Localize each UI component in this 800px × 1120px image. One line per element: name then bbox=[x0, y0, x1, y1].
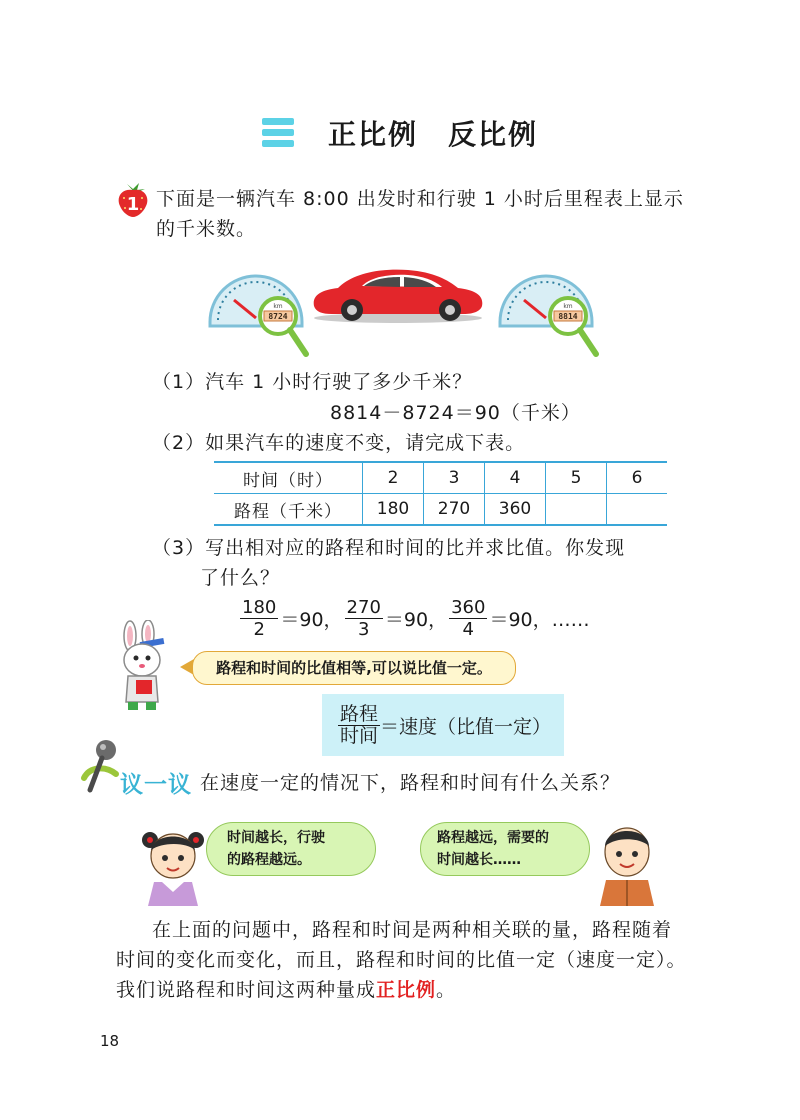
data-table bbox=[214, 461, 667, 526]
table-row-distance bbox=[214, 494, 667, 526]
microphone-icon bbox=[76, 738, 122, 798]
conclusion-line-3-end: 。 bbox=[436, 979, 457, 1001]
table-cell: 360 bbox=[485, 494, 546, 526]
question-1: （1）汽车 1 小时行驶了多少千米？ bbox=[152, 371, 473, 393]
conclusion-line-3-text: 我们说路程和时间这两种量成 bbox=[116, 979, 377, 1001]
question-1-calculation: 8814－8724＝90（千米） bbox=[330, 402, 581, 424]
formula-fraction: $\frac{\text{路程}}{\text{时间}}$ bbox=[340, 703, 379, 747]
odometer-before bbox=[204, 256, 314, 360]
odometer-after-reading: 8814 bbox=[558, 312, 578, 321]
formula-box bbox=[322, 694, 564, 756]
formula-rest: ＝速度（比值一定） bbox=[380, 716, 552, 738]
table-cell: 270 bbox=[424, 494, 485, 526]
discuss-question: 在速度一定的情况下，路程和时间有什么关系？ bbox=[200, 772, 621, 794]
odometer-after bbox=[494, 256, 604, 360]
table-cell: 3 bbox=[424, 462, 485, 494]
bunny-speech-bubble: 路程和时间的比值相等,可以说比值一定。 bbox=[192, 651, 516, 685]
odometer-before-unit: km bbox=[273, 303, 283, 310]
table-cell: 2 bbox=[363, 462, 424, 494]
page-number: 18 bbox=[100, 1032, 120, 1050]
boy-speech-line-2: 时间越长…… bbox=[437, 852, 521, 868]
question-3-line-2: 了什么？ bbox=[200, 567, 281, 589]
odometer-before-reading: 8724 bbox=[268, 312, 288, 321]
fraction-1-result: ＝90， bbox=[280, 609, 343, 631]
table-head-time: 时间（时） bbox=[214, 462, 363, 494]
boy-speech-line-1: 路程越远，需要的 bbox=[437, 830, 549, 846]
key-term-direct-proportion: 正比例 bbox=[376, 979, 437, 1001]
odometer-after-unit: km bbox=[563, 303, 573, 310]
table-cell: 6 bbox=[607, 462, 668, 494]
badge-number: 1 bbox=[126, 194, 140, 215]
girl-character-icon bbox=[140, 820, 206, 906]
girl-speech-line-2: 的路程越远。 bbox=[227, 852, 311, 868]
table-cell-blank[interactable] bbox=[546, 494, 607, 526]
table-cell: 5 bbox=[546, 462, 607, 494]
table-cell-blank[interactable] bbox=[607, 494, 668, 526]
car-illustration bbox=[308, 262, 488, 324]
ratio-fractions bbox=[240, 597, 592, 640]
discuss-label: 议一议 bbox=[120, 772, 192, 798]
problem-line-2: 的千米数。 bbox=[156, 218, 257, 240]
fraction-2-result: ＝90， bbox=[384, 609, 448, 631]
boy-speech-bubble bbox=[420, 822, 590, 876]
girl-speech-bubble bbox=[206, 822, 376, 876]
table-row-time bbox=[214, 462, 667, 494]
question-3-line-1: （3）写出相对应的路程和时间的比并求比值。你发现 bbox=[152, 537, 626, 559]
section-number-mark bbox=[262, 118, 294, 148]
fraction-3-result: ＝90，…… bbox=[489, 609, 590, 631]
fraction-1: $\frac{180}{2}$ bbox=[242, 597, 277, 640]
strawberry-badge-icon bbox=[115, 180, 151, 218]
problem-line-1: 下面是一辆汽车 8:00 出发时和行驶 1 小时后里程表上显示 bbox=[156, 188, 684, 210]
fraction-3: $\frac{360}{4}$ bbox=[451, 597, 486, 640]
conclusion-line-1: 在上面的问题中，路程和时间是两种相关联的量，路程随着 bbox=[152, 919, 673, 941]
table-cell: 4 bbox=[485, 462, 546, 494]
section-title: 正比例 反比例 bbox=[328, 118, 539, 151]
fraction-2: $\frac{270}{3}$ bbox=[346, 597, 381, 640]
table-cell: 180 bbox=[363, 494, 424, 526]
bunny-character-icon bbox=[108, 620, 178, 712]
conclusion-line-2: 时间的变化而变化，而且，路程和时间的比值一定（速度一定）。 bbox=[116, 949, 687, 971]
question-2: （2）如果汽车的速度不变，请完成下表。 bbox=[152, 432, 526, 454]
conclusion-line-3 bbox=[116, 975, 456, 1005]
boy-character-icon bbox=[596, 818, 658, 906]
girl-speech-line-1: 时间越长，行驶 bbox=[227, 830, 325, 846]
table-head-distance: 路程（千米） bbox=[214, 494, 363, 526]
